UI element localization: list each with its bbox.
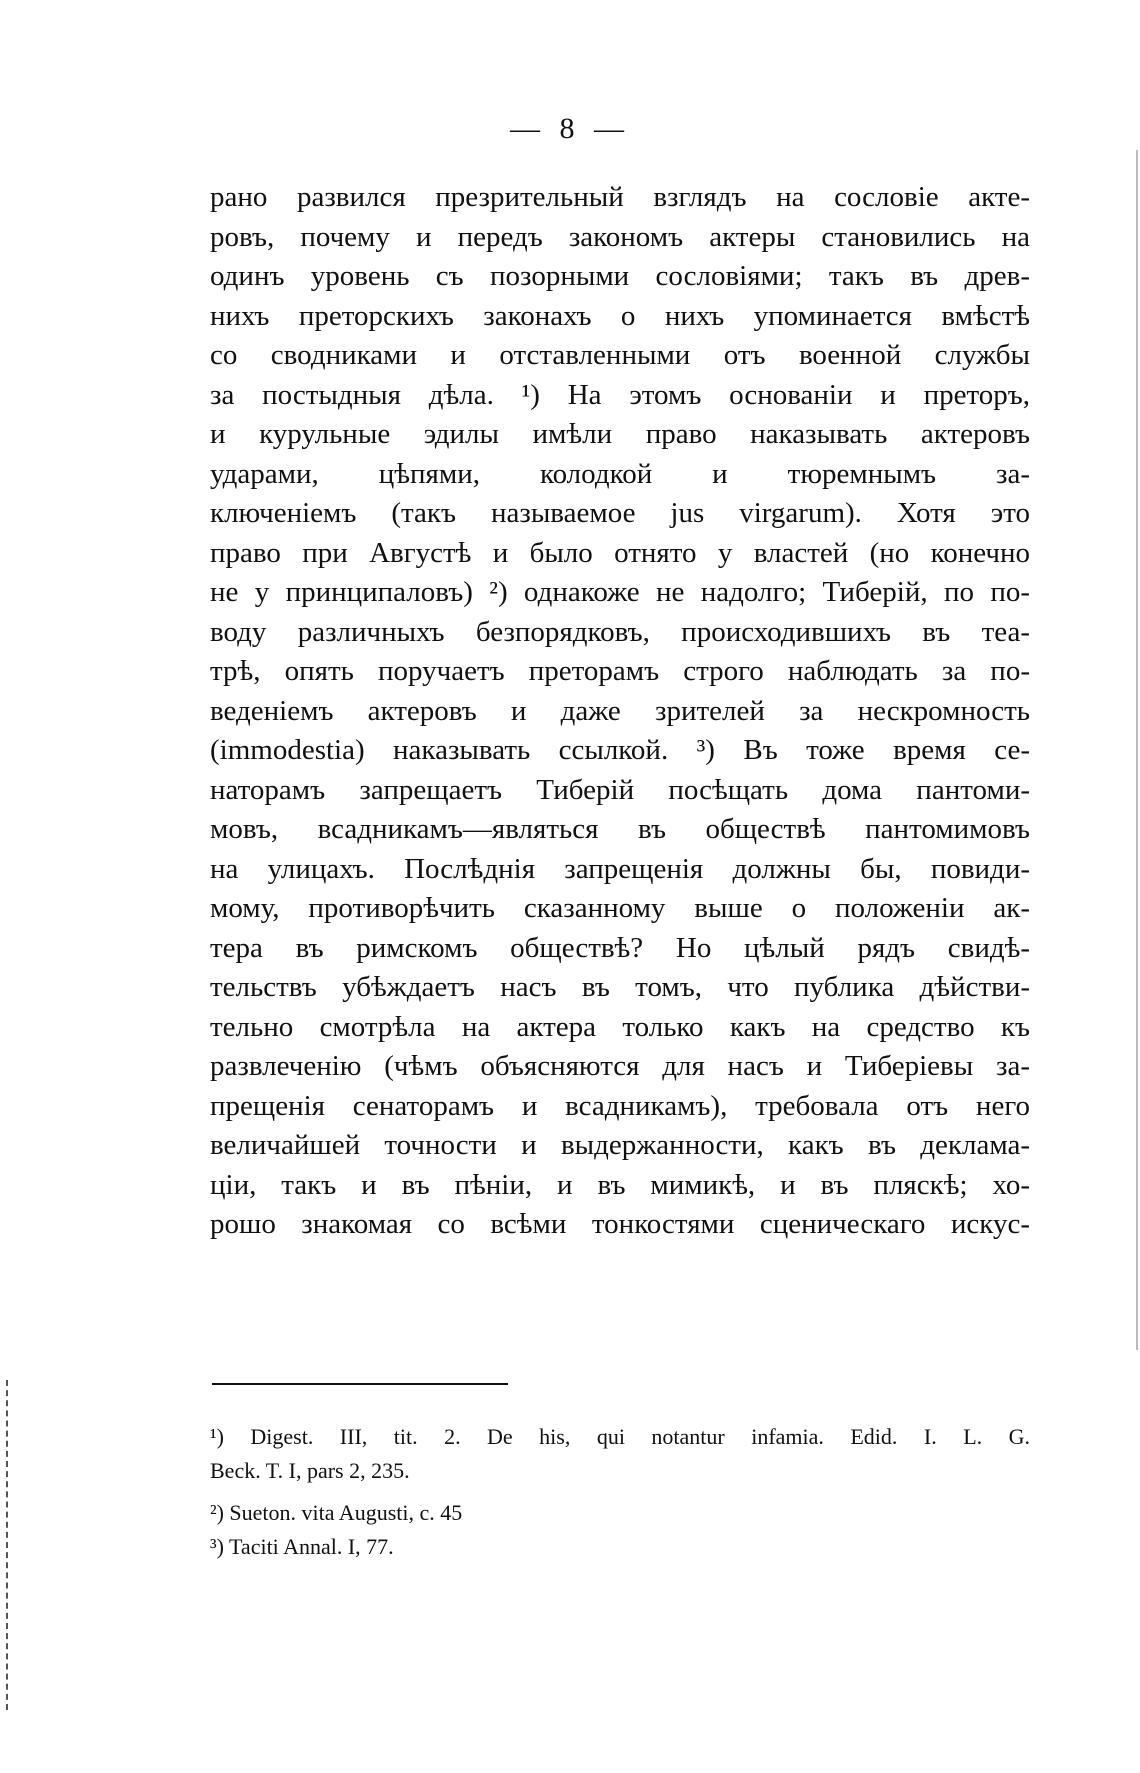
text-line: наторамъ запрещаетъ Тиберій посѣщать дома пантоми-	[210, 773, 1030, 806]
text-line: одинъ уровень съ позорными сословіями; такъ въ древ-	[210, 260, 1030, 292]
footnote-3: ³) Taciti Annal. I, 77.	[210, 1534, 394, 1559]
text-line: ровъ, почему и передъ закономъ актеры становились на	[210, 220, 1030, 253]
scan-edge-right	[1136, 150, 1138, 1350]
text-line: воду различныхъ безпорядковъ, происходившихъ въ теа-	[210, 615, 1030, 648]
text-line: веденіемъ актеровъ и даже зрителей за нескромность	[210, 694, 1030, 727]
footnote-1: ¹) Digest. III, tit. 2. De his, qui notantur infamia. Edid. I. L. G.	[210, 1424, 1030, 1449]
text-line: тельно смотрѣла на актера только какъ на средство къ	[210, 1010, 1030, 1043]
footnote-2: ²) Sueton. vita Augusti, c. 45	[210, 1500, 463, 1525]
text-line: мому, противорѣчить сказанному выше о положеніи ак-	[210, 892, 1030, 924]
footnote-1-continuation: Beck. T. I, pars 2, 235.	[210, 1458, 410, 1483]
text-line: рано развился презрительный взглядъ на сословіе акте-	[210, 181, 1030, 213]
footnotes	[210, 1420, 1030, 1564]
text-line: нихъ преторскихъ законахъ о нихъ упоминается вмѣстѣ	[210, 299, 1030, 332]
text-line: мовъ, всадникамъ—являться въ обществѣ пантомимовъ	[210, 813, 1030, 845]
body-text	[210, 178, 1030, 1245]
text-line: рошо знакомая со всѣми тонкостями сценическаго искус-	[210, 1208, 1030, 1240]
text-line: развлеченію (чѣмъ объясняются для насъ и Тиберіевы за-	[210, 1050, 1030, 1082]
text-line: величайшей точности и выдержанности, какъ въ деклама-	[210, 1129, 1030, 1161]
text-line: со сводниками и отставленными отъ военной службы	[210, 339, 1030, 371]
text-line: ціи, такъ и въ пѣніи, и въ мимикѣ, и въ пляскѣ; хо-	[210, 1168, 1030, 1201]
text-line: тера въ римскомъ обществѣ? Но цѣлый рядъ свидѣ-	[210, 931, 1030, 964]
text-line: тельствъ убѣждаетъ насъ въ томъ, что публика дѣйстви-	[210, 971, 1030, 1003]
text-line: (immodestia) наказывать ссылкой. ³) Въ тоже время се-	[210, 734, 1030, 766]
text-line: прещенія сенаторамъ и всадникамъ), требовала отъ него	[210, 1089, 1030, 1122]
footnote-separator	[212, 1383, 508, 1385]
text-line: не у принципаловъ) ²) однакоже не надолго; Тиберій, по по-	[210, 576, 1030, 608]
text-line: ударами, цѣпями, колодкой и тюремнымъ за-	[210, 457, 1030, 490]
text-line: ключеніемъ (такъ называемое jus virgarum). Хотя это	[210, 497, 1030, 529]
text-line: и курульные эдилы имѣли право наказывать актеровъ	[210, 418, 1030, 450]
text-line: за постыдныя дѣла. ¹) На этомъ основаніи и преторъ,	[210, 378, 1030, 411]
page-number: — 8 —	[510, 112, 630, 145]
text-line: на улицахъ. Послѣднія запрещенія должны бы, повиди-	[210, 852, 1030, 885]
text-line: право при Августѣ и было отнято у властей (но конечно	[210, 536, 1030, 569]
scan-edge-left	[6, 1380, 8, 1710]
text-line: трѣ, опять поручаетъ преторамъ строго наблюдать за по-	[210, 655, 1030, 687]
